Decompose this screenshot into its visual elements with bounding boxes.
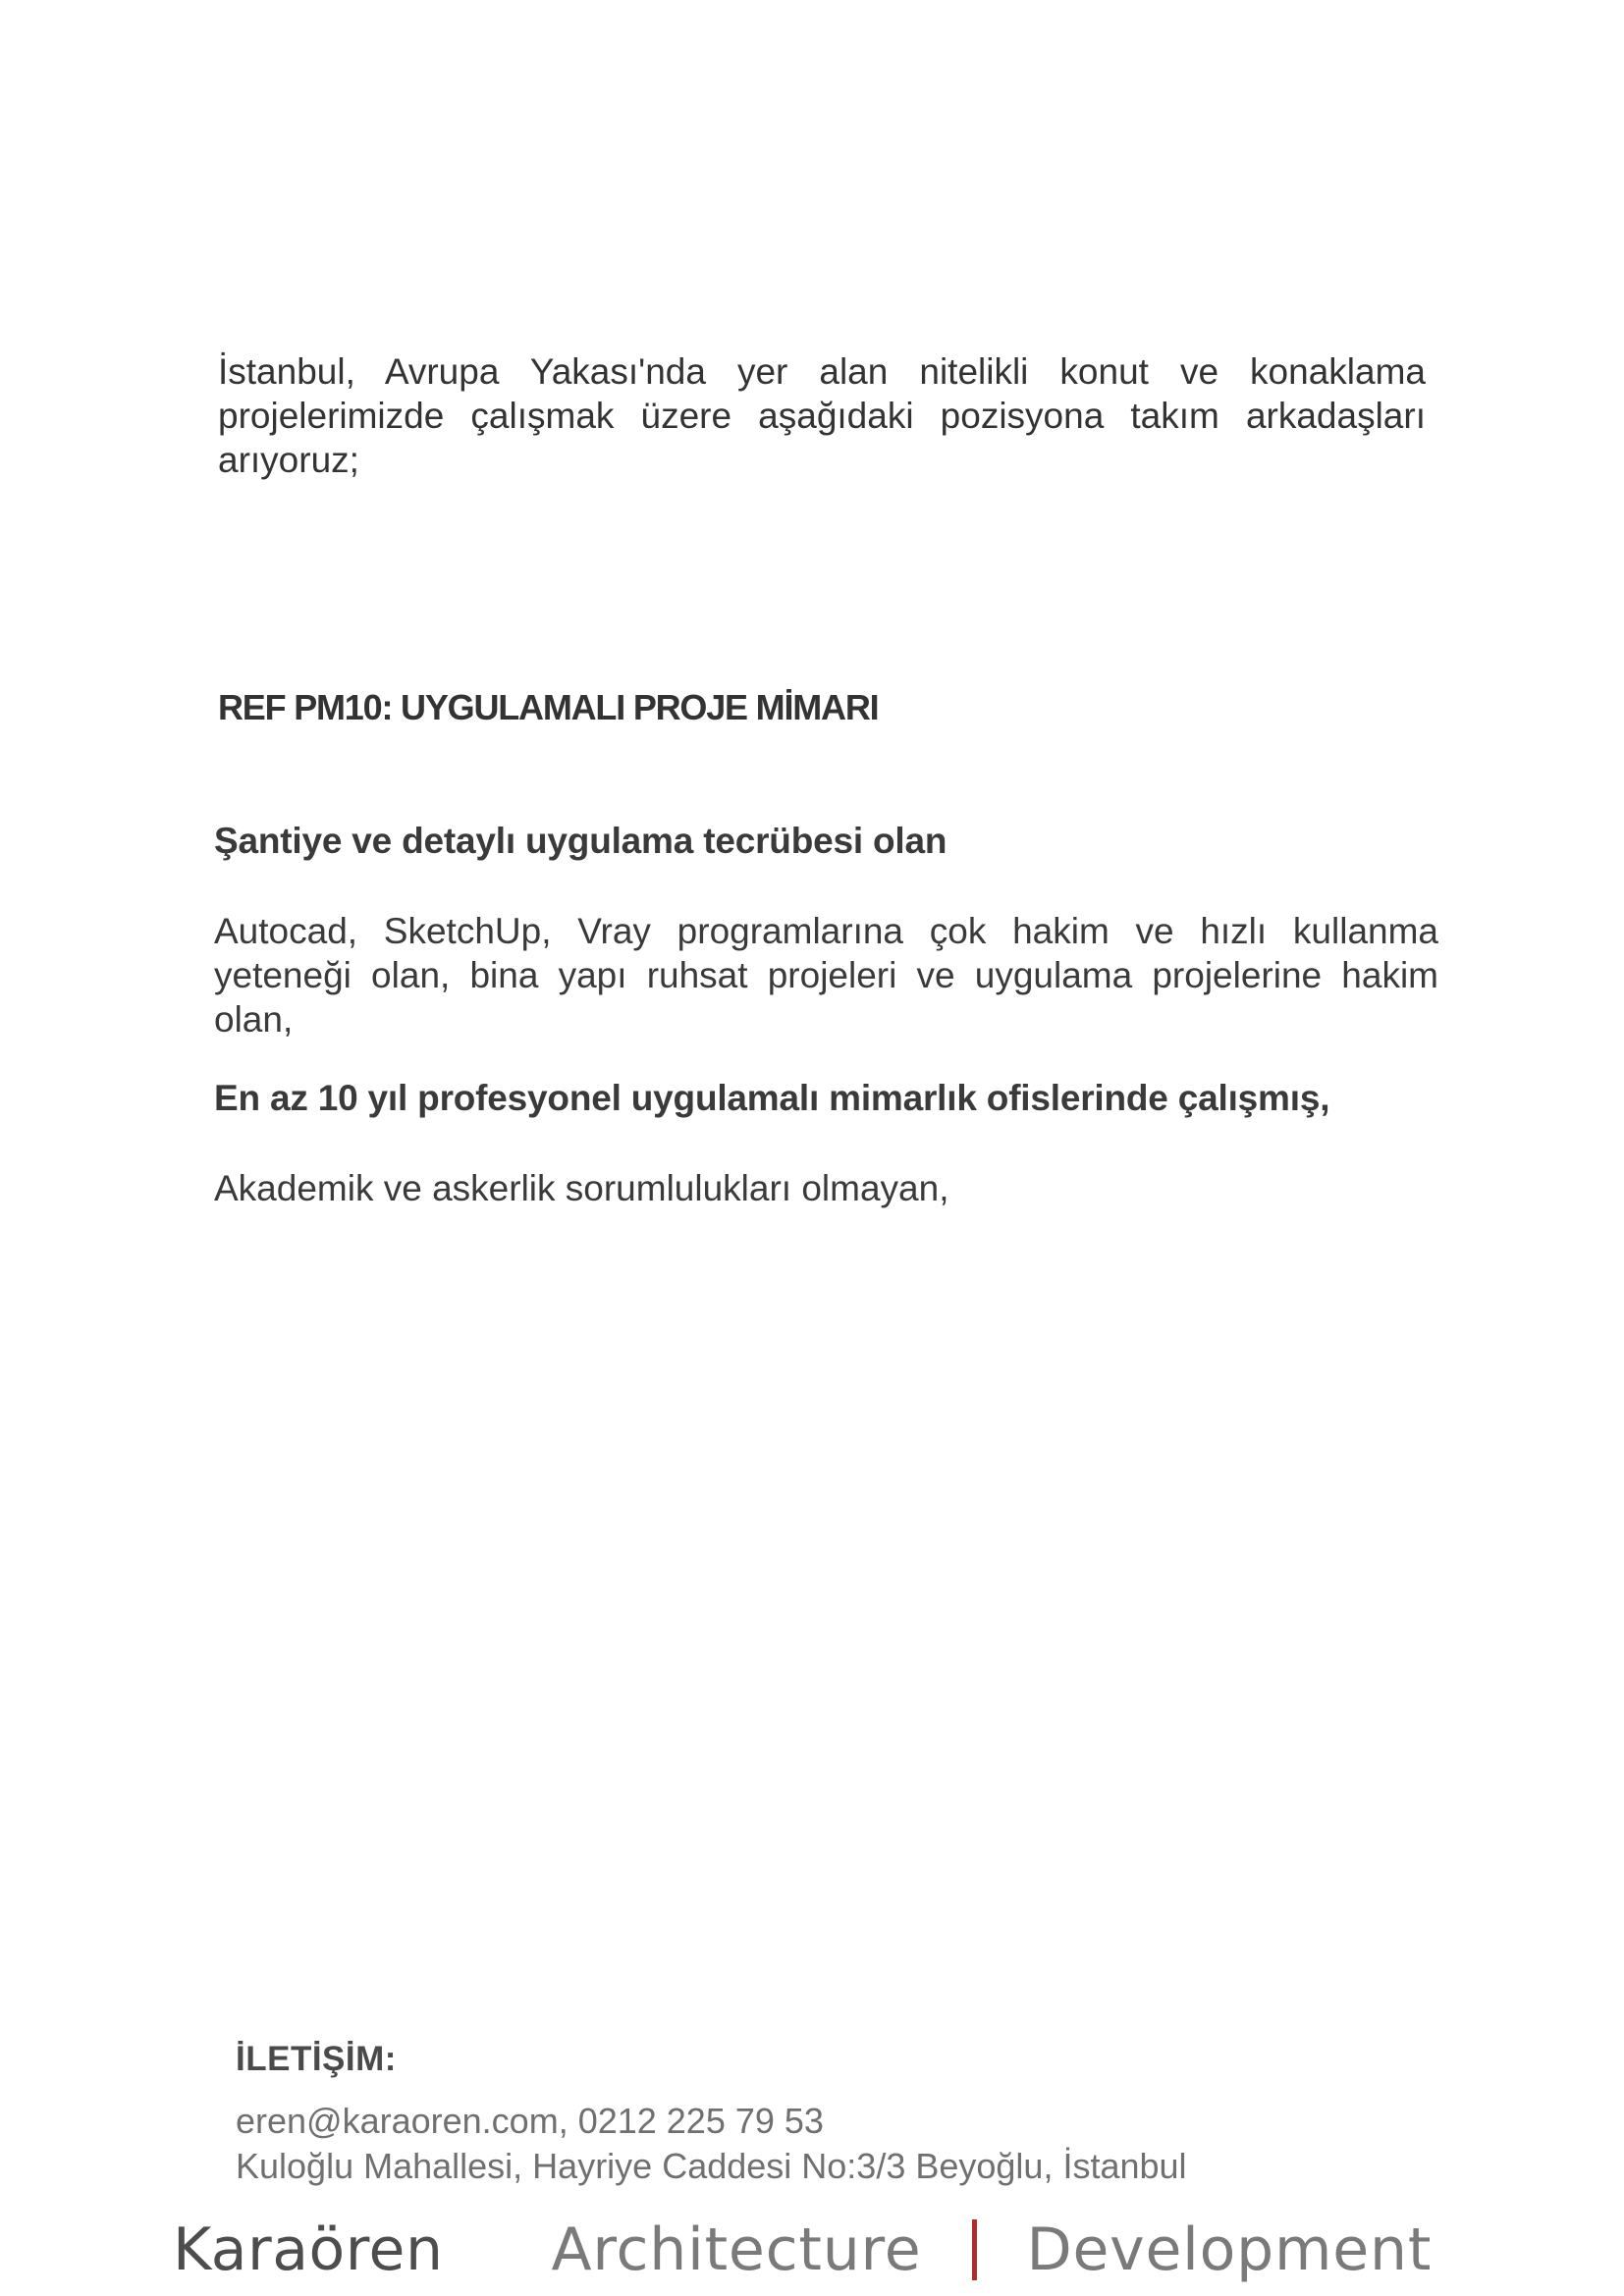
brand-development: Development [1026, 2216, 1433, 2284]
contact-email-phone: eren@karaoren.com, 0212 225 79 53 [236, 2101, 824, 2141]
requirement-site-experience: Şantiye ve detaylı uygulama tecrübesi olan [214, 821, 947, 861]
brand-architecture: Architecture [551, 2216, 922, 2284]
requirement-no-obligations: Akademik ve askerlik sorumlulukları olmayan, [214, 1168, 949, 1208]
position-ref-title: REF PM10: UYGULAMALI PROJE MİMARI [218, 687, 879, 727]
brand-name: Karaören [173, 2216, 444, 2284]
requirement-years-experience: En az 10 yıl profesyonel uygulamalı mimarlık ofislerinde çalışmış, [214, 1078, 1330, 1118]
brand-separator [972, 2219, 977, 2280]
contact-address: Kuloğlu Mahallesi, Hayriye Caddesi No:3/3 Beyoğlu, İstanbul [236, 2146, 1187, 2186]
contact-title: İLETİŞİM: [236, 2040, 397, 2078]
intro-paragraph: İstanbul, Avrupa Yakası'nda yer alan nitelikli konut ve konaklama projelerimizde çalışmak üzere aşağıdaki pozisyona takım arkadaşları arıyoruz; [218, 351, 1426, 480]
requirement-software-skills: Autocad, SketchUp, Vray programlarına çok hakim ve hızlı kullanma yeteneği olan, bina yapı ruhsat projeleri ve uygulama projelerine hakim olan, [214, 911, 1438, 1040]
brand-footer [173, 2211, 1432, 2289]
